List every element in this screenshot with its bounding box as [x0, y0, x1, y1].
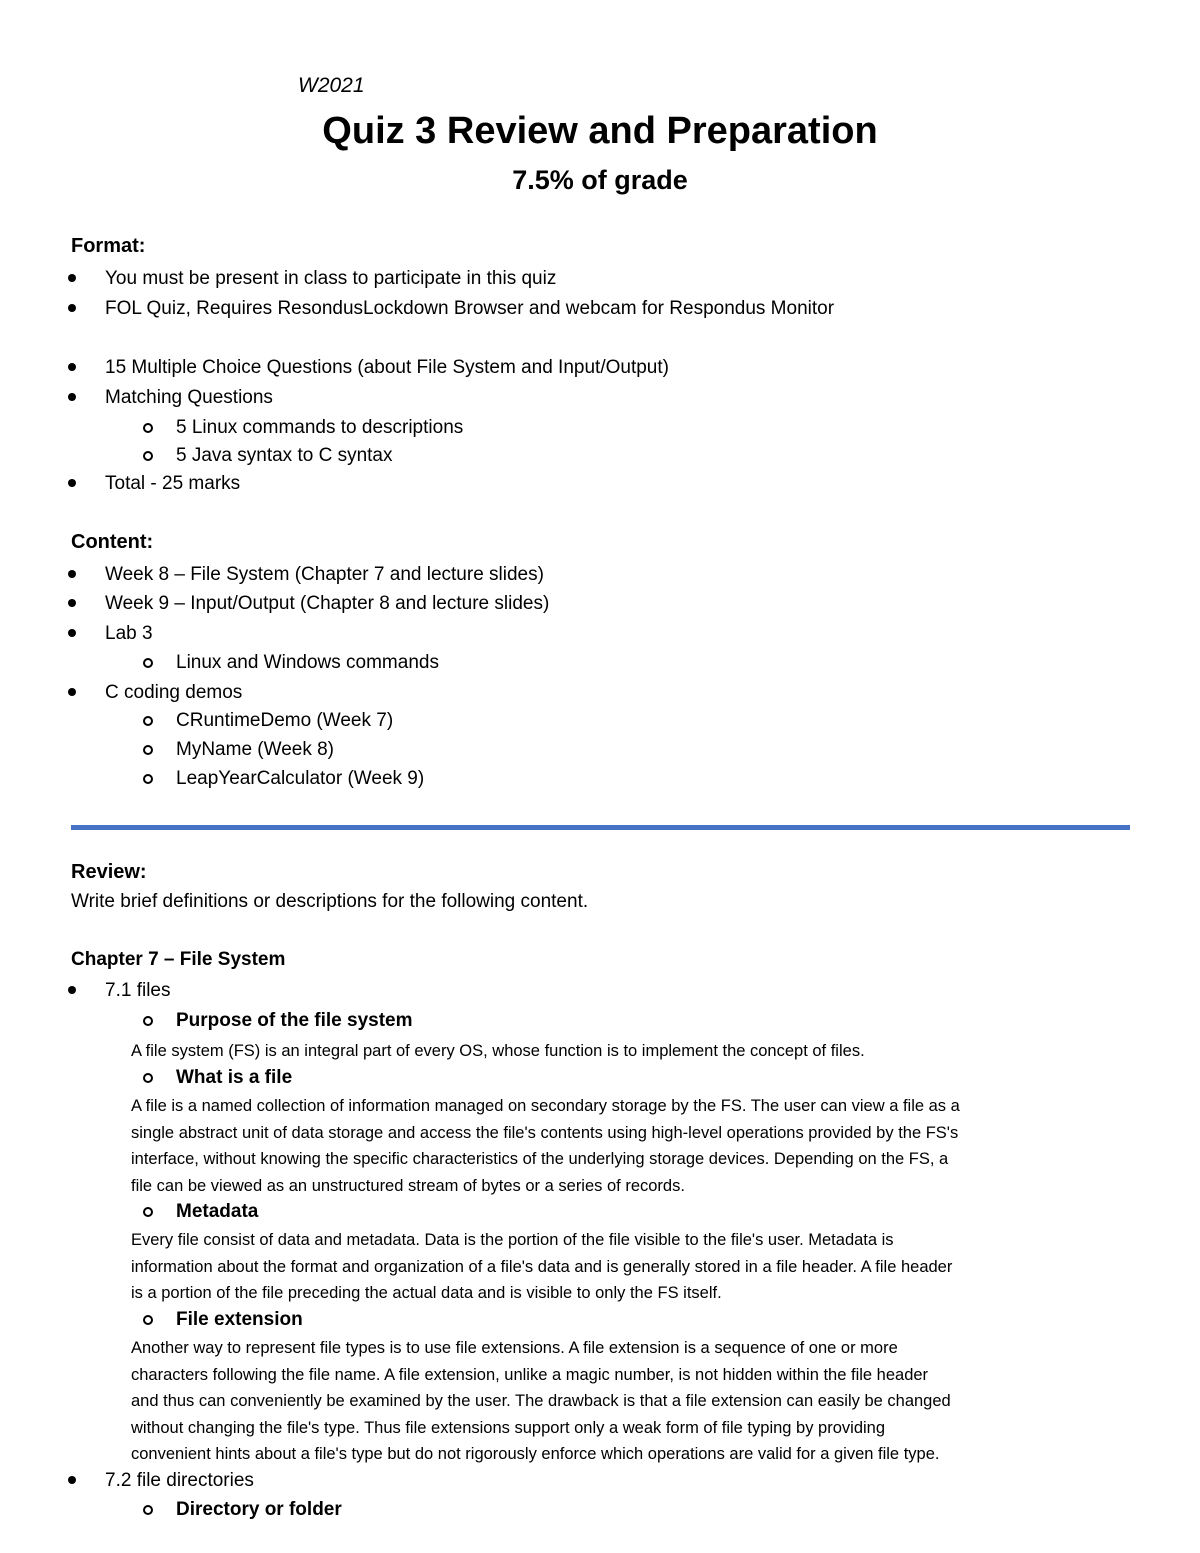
section-divider [71, 825, 1130, 830]
format-heading: Format: [71, 235, 146, 257]
text-line: Every file consist of data and metadata. Data is the portion of the file visible to the file's user. Metadata is [131, 1231, 894, 1249]
document-title: Quiz 3 Review and Preparation [322, 110, 878, 152]
circle-bullet-icon [143, 1016, 153, 1026]
bullet-icon [68, 1476, 76, 1484]
bullet-icon [68, 599, 76, 607]
circle-bullet-icon [143, 1505, 153, 1515]
bullet-icon [68, 363, 76, 371]
circle-bullet-icon [143, 1315, 153, 1325]
circle-bullet-icon [143, 1207, 153, 1217]
bullet-icon [68, 629, 76, 637]
text-line: single abstract unit of data storage and access the file's contents using high-level operations provided by the FS's [131, 1123, 959, 1142]
topic-description [131, 1335, 1126, 1468]
chapter-heading: Chapter 7 – File System [71, 949, 286, 970]
topic-description [131, 1038, 1126, 1065]
text-line: information about the format and organization of a file's data and is generally stored in a file header. A file header [131, 1257, 953, 1276]
review-heading: Review: [71, 861, 147, 883]
text-line: A file system (FS) is an integral part of every OS, whose function is to implement the concept of files. [131, 1042, 865, 1060]
circle-bullet-icon [143, 716, 153, 726]
topic-description [131, 1093, 1126, 1199]
text-line: is a portion of the file preceding the actual data and is visible to only the FS itself. [131, 1284, 722, 1303]
bullet-icon [68, 393, 76, 401]
circle-bullet-icon [143, 658, 153, 668]
grade-weight: 7.5% of grade [512, 165, 688, 195]
review-instructions: Write brief definitions or descriptions for the following content. [71, 891, 589, 912]
bullet-icon [68, 986, 76, 994]
topic-description [131, 1227, 1126, 1307]
text-line: without changing the file's type. Thus file extensions support only a weak form of file typing by providing [131, 1418, 886, 1437]
bullet-icon [68, 304, 76, 312]
text-line: A file is a named collection of information managed on secondary storage by the FS. The user can view a file as a [131, 1097, 960, 1115]
bullet-icon [68, 570, 76, 578]
circle-bullet-icon [143, 1073, 153, 1083]
document-page: W2021 Quiz 3 Review and Preparation 7.5% of grade Format: You must be present in class to participate in this quiz FOL Quiz, Requires ResondusLockdown Browser and webcam for Respondus Monitor 15 Multiple Choice Questions (about File System and Input/Output) Matching Questions 5 Linux commands to descriptions 5 Java syntax to C syntax Total - 25 marks Content: Week 8 – File System (Chapter 7 and lecture slides) Week 9 – Input/Output (Chapter 8 and lecture slides) Lab 3 Linux and Windows commands C coding demos CRuntimeDemo (Week 7) MyName (Week 8) LeapYearCalculator (Week 9) Review: Write brief definitions or descriptions for the following content. Chapter 7 – File System 7.1 files Purpose of the file system A file system (FS) is an integral part of every OS, whose function is to implement the concept of files. What is a file A file is a named collection of information managed on secondary storage by the FS. The user can view a file as a single abstract unit of data storage and access the file's contents using high-level operations provided by the FS's interface, without knowing the specific characteristics of the underlying storage devices. Depending on the FS, a file can be viewed as an unstructured stream of bytes or a series of records. Metadata Every file consist of data and metadata. Data is the portion of the file visible to the file's user. Metadata is information about the format and organization of a file's data and is generally stored in a file header. A file header is a portion of the file preceding the actual data and is visible to only the FS itself. File extension Another way to represent file types is to use file extensions. A file extension is a sequence of one or more characters following the file name. A file extension, unlike a magic number, is not hidden within the file header and thus can conveniently be examined by the user. The drawback is that a file extension can easily be changed without changing the file's type. Thus file extensions support only a weak form of file typing by providing convenient hints about a file's type but do not rigorously enforce which operations are valid for a given file type. 7.2 file directories Directory or folder [0, 0, 1200, 1553]
circle-bullet-icon [143, 774, 153, 784]
term-label: W2021 [298, 74, 365, 97]
bullet-icon [68, 274, 76, 282]
bullet-icon [68, 479, 76, 487]
text-line: characters following the file name. A file extension, unlike a magic number, is not hidden within the file header [131, 1365, 929, 1384]
text-line: and thus can conveniently be examined by the user. The drawback is that a file extension can easily be changed [131, 1392, 951, 1411]
text-line: file can be viewed as an unstructured stream of bytes or a series of records. [131, 1176, 685, 1195]
circle-bullet-icon [143, 423, 153, 433]
text-line: Another way to represent file types is to use file extensions. A file extension is a sequence of one or more [131, 1339, 898, 1357]
text-line: convenient hints about a file's type but do not rigorously enforce which operations are valid for a given file type. [131, 1445, 940, 1464]
bullet-icon [68, 688, 76, 696]
text-line: interface, without knowing the specific characteristics of the underlying storage devices. Depending on the FS, a [131, 1150, 949, 1169]
circle-bullet-icon [143, 745, 153, 755]
circle-bullet-icon [143, 451, 153, 461]
content-heading: Content: [71, 531, 154, 553]
